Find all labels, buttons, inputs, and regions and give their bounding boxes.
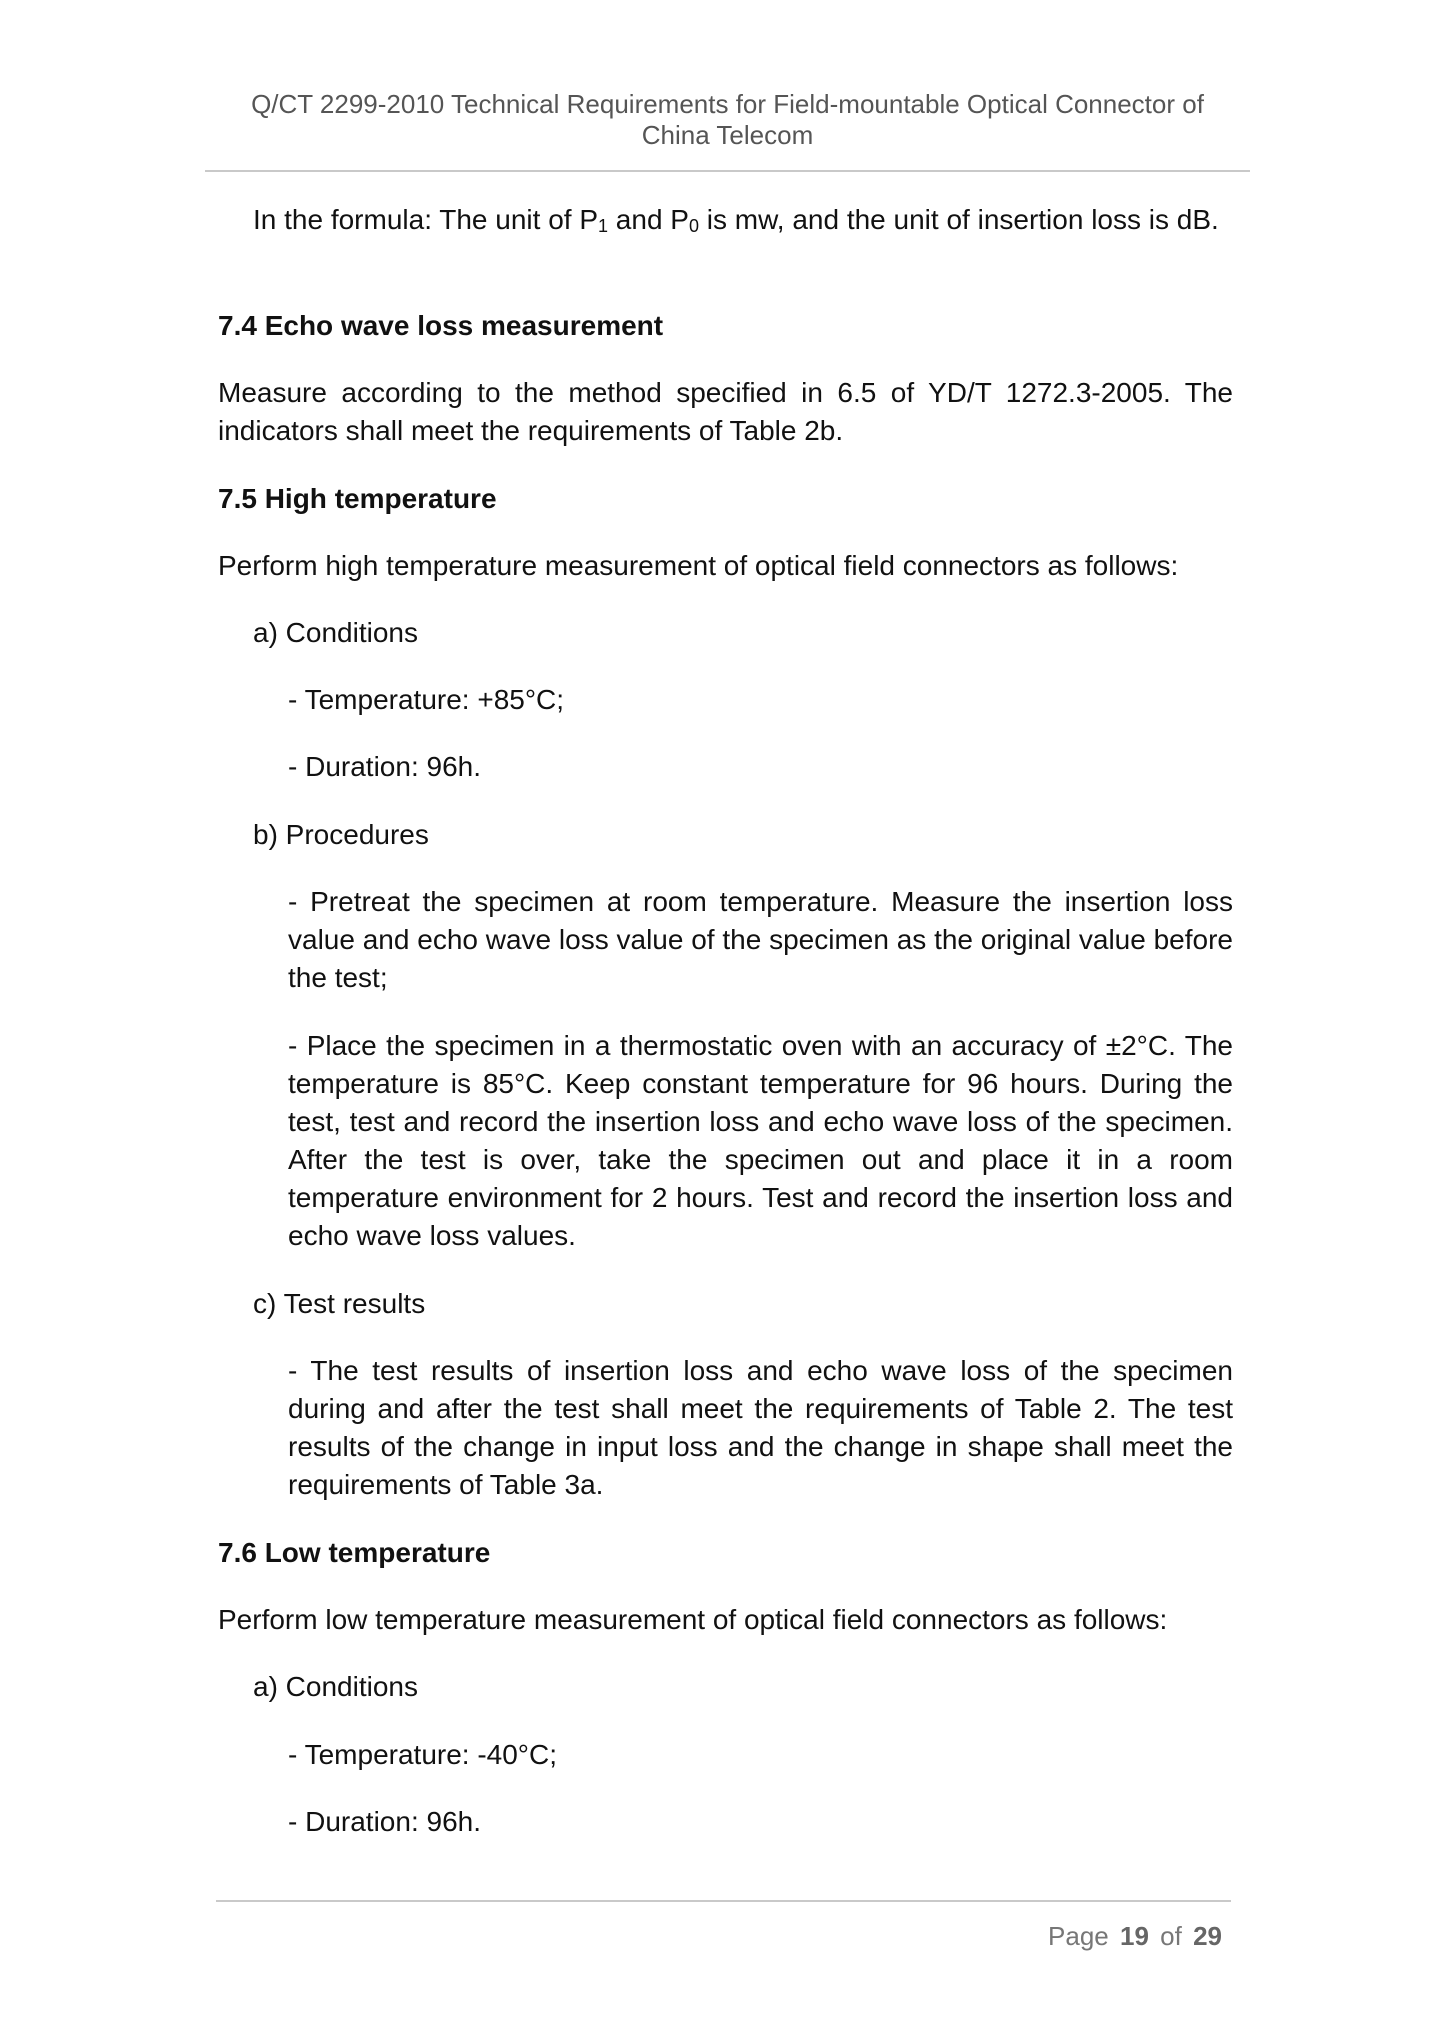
total-pages: 29: [1193, 1921, 1222, 1951]
header-divider: [205, 170, 1250, 172]
section-7-6-heading: 7.6 Low temperature: [218, 1537, 491, 1568]
section-7-5-temperature: - Temperature: +85°C;: [288, 684, 565, 715]
header-title-line2: China Telecom: [641, 120, 814, 150]
page-header: [205, 89, 1250, 151]
section-7-4-body: Measure according to the method specified in 6.5 of YD/T 1272.3-2005. The indicators shall meet the requirements of Table 2b.: [218, 377, 1233, 446]
of-label: of: [1160, 1921, 1182, 1951]
page-number: 19: [1120, 1921, 1149, 1951]
section-7-5-results-label: c) Test results: [253, 1288, 426, 1319]
section-7-5-procedure-1: - Pretreat the specimen at room temperature. Measure the insertion loss value and echo wave loss value of the specimen as the original value before the test;: [288, 886, 1233, 993]
section-7-4-heading: 7.4 Echo wave loss measurement: [218, 310, 664, 341]
section-7-6-conditions-label: a) Conditions: [253, 1671, 418, 1702]
section-7-5-duration: - Duration: 96h.: [288, 751, 481, 782]
subscript-0: 0: [688, 216, 699, 236]
page-label: Page: [1048, 1921, 1109, 1951]
page-footer: [1048, 1921, 1222, 1952]
section-7-5-procedures-label: b) Procedures: [253, 819, 429, 850]
section-7-5-procedure-2: - Place the specimen in a thermostatic oven with an accuracy of ±2°C. The temperature is 85°C. Keep constant temperature for 96 hours. During the test, test and record the insertion loss and echo wave loss of the specimen. After the test is over, take the specimen out and place it in a room temperature environment for 2 hours. Test and record the insertion loss and echo wave loss values.: [288, 1030, 1233, 1251]
subscript-1: 1: [598, 216, 609, 236]
footer-divider: [216, 1900, 1231, 1902]
section-7-6-temperature: - Temperature: -40°C;: [288, 1739, 558, 1770]
section-7-5-heading: 7.5 High temperature: [218, 483, 497, 514]
section-7-5-conditions-label: a) Conditions: [253, 617, 418, 648]
section-7-6-intro: Perform low temperature measurement of optical field connectors as follows:: [218, 1604, 1168, 1635]
formula-unit-note: In the formula: The unit of $P_1$ and $P_0$ is mw, and the unit of insertion loss is dB.: [253, 204, 1219, 236]
section-7-6-duration: - Duration: 96h.: [288, 1806, 481, 1837]
section-7-5-results-text: - The test results of insertion loss and echo wave loss of the specimen during and after the test shall meet the requirements of Table 2. The test results of the change in input loss and the change in shape shall meet the requirements of Table 3a.: [288, 1355, 1233, 1500]
header-title-line1: Q/CT 2299-2010 Technical Requirements for Field-mountable Optical Connector of: [251, 89, 1204, 119]
section-7-5-intro: Perform high temperature measurement of optical field connectors as follows:: [218, 550, 1179, 581]
